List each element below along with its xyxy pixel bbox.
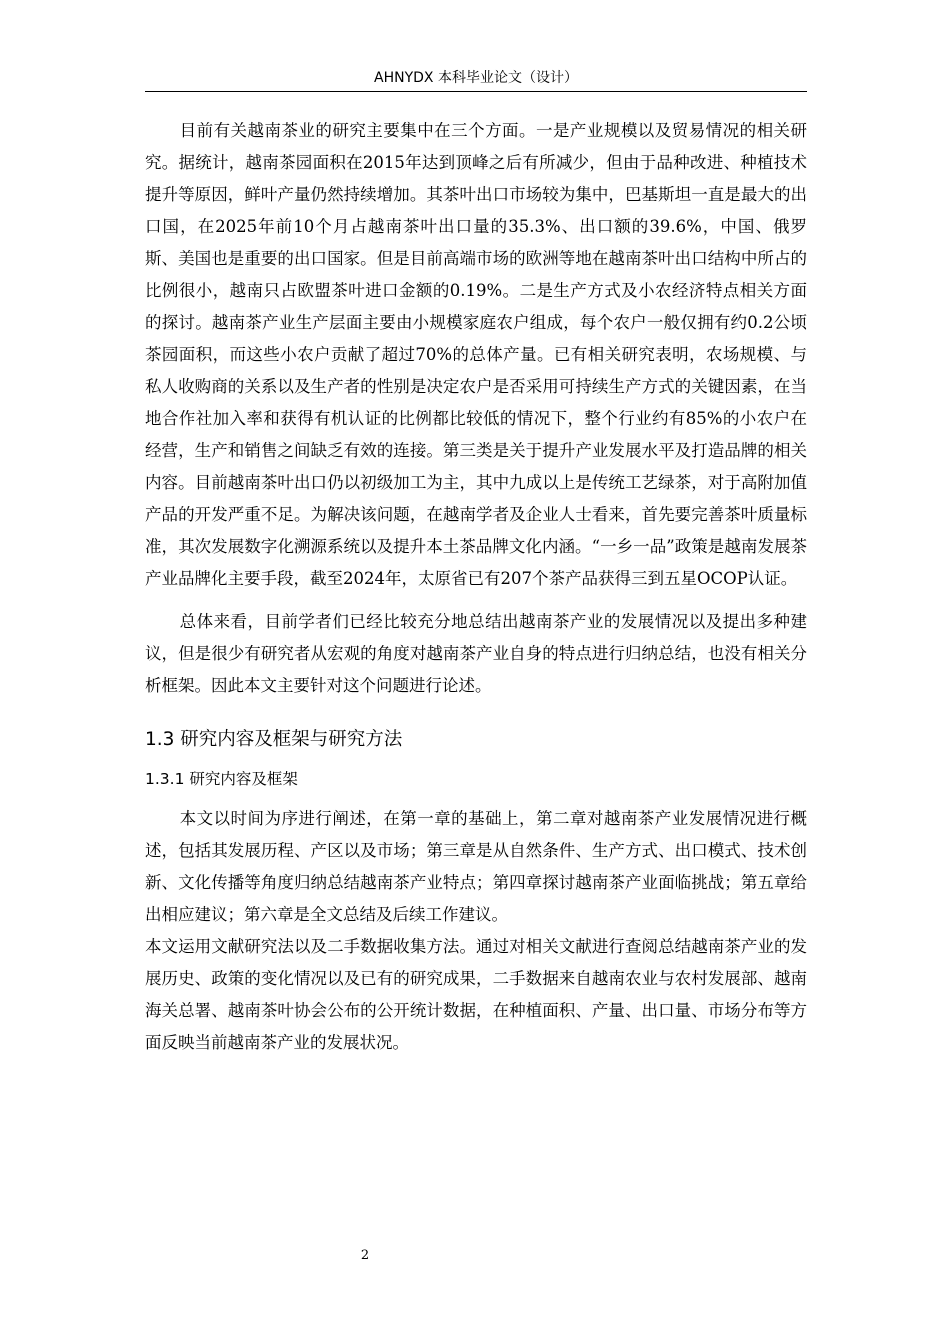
paragraph-summary: 总体来看，目前学者们已经比较充分地总结出越南茶产业的发展情况以及提出多种建议，但是很少有研究者从宏观的角度对越南茶产业自身的特点进行归纳总结，也没有相关分析框架。因此本文主要针对这个问题进行论述。	[145, 612, 807, 695]
header-divider	[145, 91, 807, 92]
section-heading: 1.3 研究内容及框架与研究方法	[145, 729, 403, 750]
paragraph-research-status: 目前有关越南茶业的研究主要集中在三个方面。一是产业规模以及贸易情况的相关研究。据统计，越南茶园面积在2015年达到顶峰之后有所减少，但由于品种改进、种植技术提升等原因，鲜叶产量仍然持续增加。其茶叶出口市场较为集中，巴基斯坦一直是最大的出口国，在2025年前10个月占越南茶叶出口量的35.3%、出口额的39.6%，中国、俄罗斯、美国也是重要的出口国家。但是目前高端市场的欧洲等地在越南茶叶出口结构中所占的比例很小，越南只占欧盟茶叶进口金额的0.19%。二是生产方式及小农经济特点相关方面的探讨。越南茶产业生产层面主要由小规模家庭农户组成，每个农户一般仅拥有约0.2公顷茶园面积，而这些小农户贡献了超过70%的总体产量。已有相关研究表明，农场规模、与私人收购商的关系以及生产者的性别是决定农户是否采用可持续生产方式的关键因素，在当地合作社加入率和获得有机认证的比例都比较低的情况下，整个行业约有85%的小农户在经营，生产和销售之间缺乏有效的连接。第三类是关于提升产业发展水平及打造品牌的相关内容。目前越南茶叶出口仍以初级加工为主，其中九成以上是传统工艺绿茶，对于高附加值产品的开发严重不足。为解决该问题，在越南学者及企业人士看来，首先要完善茶叶质量标准，其次发展数字化溯源系统以及提升本土茶品牌文化内涵。“一乡一品”政策是越南发展茶产业品牌化主要手段，截至2024年，太原省已有207个茶产品获得三到五星OCOP认证。	[145, 121, 807, 588]
subsection-heading: 1.3.1 研究内容及框架	[145, 770, 298, 788]
page-number: 2	[360, 1248, 370, 1263]
paragraph-methods: 本文运用文献研究法以及二手数据收集方法。通过对相关文献进行查阅总结越南茶产业的发展历史、政策的变化情况以及已有的研究成果，二手数据来自越南农业与农村发展部、越南海关总署、越南茶叶协会公布的公开统计数据，在种植面积、产量、出口量、市场分布等方面反映当前越南茶产业的发展状况。	[145, 937, 807, 1052]
page-body	[145, 115, 807, 1059]
paragraph-content-framework: 本文以时间为序进行阐述，在第一章的基础上，第二章对越南茶产业发展情况进行概述，包括其发展历程、产区以及市场；第三章是从自然条件、生产方式、出口模式、技术创新、文化传播等角度归纳总结越南茶产业特点；第四章探讨越南茶产业面临挑战；第五章给出相应建议；第六章是全文总结及后续工作建议。	[145, 809, 807, 924]
running-header: AHNYDX 本科毕业论文（设计）	[374, 70, 578, 86]
